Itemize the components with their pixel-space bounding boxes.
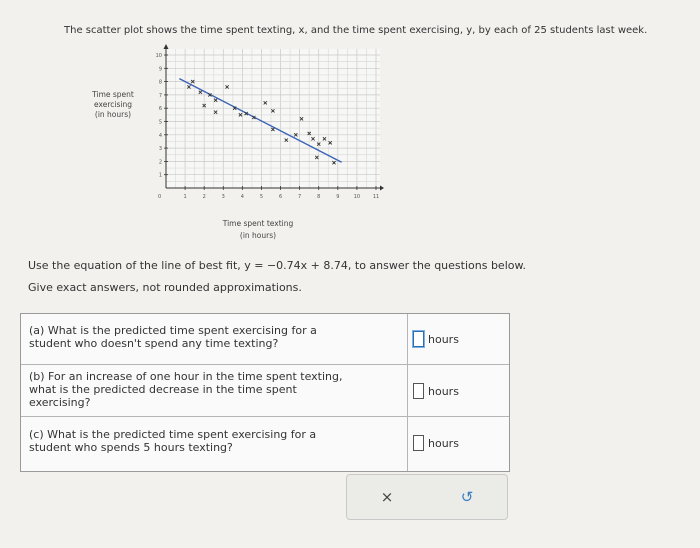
undo-icon: ↺ xyxy=(460,488,474,506)
x-tick-label: 6 xyxy=(278,194,283,200)
y-tick-label: 8 xyxy=(158,79,162,86)
y-axis-label-line: exercising xyxy=(94,100,132,109)
question-a-text xyxy=(29,324,317,350)
answer-c-input[interactable] xyxy=(413,435,424,451)
clear-button[interactable] xyxy=(351,479,423,515)
x-tick-label: 10 xyxy=(353,194,361,200)
intro-text: The scatter plot shows the time spent texting, x, and the time spent exercising, y, by each of 25 students last week. xyxy=(64,25,648,36)
question-c-line: student who spends 5 hours texting? xyxy=(29,441,233,454)
question-row-c xyxy=(21,417,509,471)
question-row-b xyxy=(21,365,509,417)
question-b-text xyxy=(29,370,342,409)
column-divider xyxy=(407,417,408,471)
question-b-line: exercising? xyxy=(29,396,91,409)
answer-b xyxy=(413,383,459,399)
answer-a-input[interactable] xyxy=(413,331,424,347)
unit-label: hours xyxy=(428,332,459,346)
question-row-a xyxy=(21,314,509,365)
x-tick-label: 11 xyxy=(372,194,380,200)
y-tick-label: 1 xyxy=(158,172,162,179)
y-tick-label: 9 xyxy=(158,66,162,73)
question-b-line: (b) For an increase of one hour in the time spent texting, xyxy=(29,370,343,383)
column-divider xyxy=(407,365,408,416)
x-axis-label-line: (in hours) xyxy=(239,231,277,240)
x-tick-label: 1 xyxy=(183,194,187,200)
y-tick-label: 6 xyxy=(158,106,162,113)
question-a-line: student who doesn't spend any time texting? xyxy=(29,337,279,350)
x-axis-label xyxy=(198,218,318,242)
answer-a xyxy=(413,331,459,347)
close-icon: × xyxy=(380,488,394,506)
answer-b-input[interactable] xyxy=(413,383,424,399)
instruction-exact: Give exact answers, not rounded approximations. xyxy=(28,281,302,294)
y-tick-label: 10 xyxy=(155,53,162,59)
y-tick-label: 5 xyxy=(158,119,162,126)
x-tick-label: 8 xyxy=(317,194,321,200)
y-axis-label-line: Time spent xyxy=(92,90,134,99)
unit-label: hours xyxy=(428,384,459,398)
origin-label: 0 xyxy=(158,194,162,200)
y-axis-label-line: (in hours) xyxy=(94,110,132,119)
unit-label: hours xyxy=(428,436,459,450)
question-table xyxy=(20,313,510,472)
question-c-text xyxy=(29,428,316,454)
x-axis-label-line: Time spent texting xyxy=(222,219,294,228)
undo-button[interactable] xyxy=(431,479,503,515)
question-c-line: (c) What is the predicted time spent exercising for a xyxy=(29,428,317,441)
x-tick-label: 5 xyxy=(259,194,264,200)
y-tick-label: 2 xyxy=(158,159,162,166)
y-tick-label: 3 xyxy=(158,146,162,153)
instruction-equation: Use the equation of the line of best fit, y = −0.74x + 8.74, to answer the questions below. xyxy=(28,259,526,272)
x-axis-arrow xyxy=(380,186,384,191)
y-axis-arrow xyxy=(164,44,169,49)
x-tick-label: 4 xyxy=(240,194,244,200)
question-b-line: what is the predicted decrease in the time spent xyxy=(29,383,297,396)
plot-area xyxy=(166,49,380,188)
answer-c xyxy=(413,435,459,451)
x-tick-label: 2 xyxy=(202,194,206,200)
action-bar xyxy=(346,474,508,520)
y-tick-label: 7 xyxy=(158,92,162,99)
x-tick-label: 7 xyxy=(298,194,302,200)
question-a-line: (a) What is the predicted time spent exercising for a xyxy=(29,324,317,337)
y-tick-label: 4 xyxy=(158,132,162,139)
x-tick-label: 3 xyxy=(221,194,225,200)
x-tick-label: 9 xyxy=(336,194,340,200)
column-divider xyxy=(407,314,408,364)
